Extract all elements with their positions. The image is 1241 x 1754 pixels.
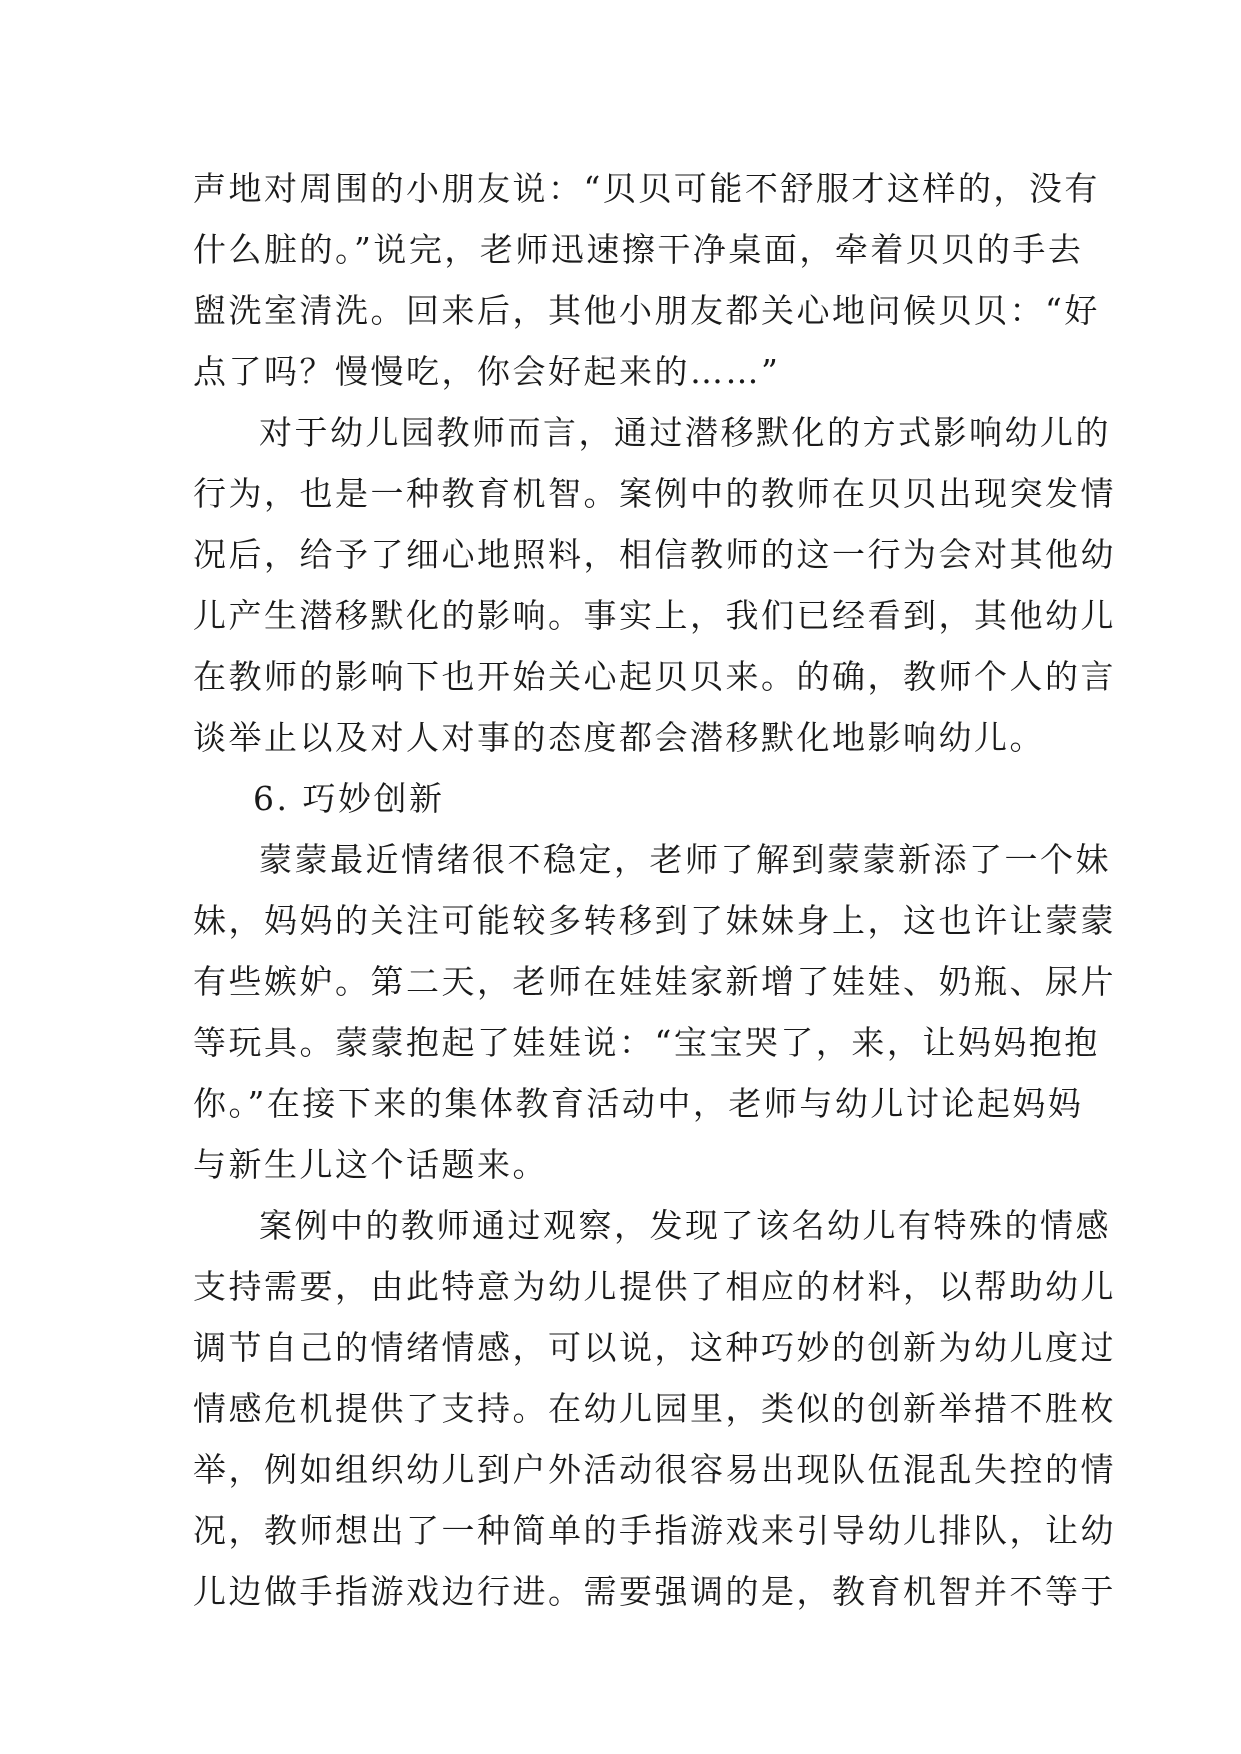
section-heading: 6. 巧妙创新 — [253, 779, 445, 818]
text-line: 举，例如组织幼儿到户外活动很容易出现队伍混乱失控的情 — [193, 1450, 1116, 1489]
text-line: 蒙蒙最近情绪很不稳定，老师了解到蒙蒙新添了一个妹 — [259, 840, 1111, 879]
text-line: 行为，也是一种教育机智。案例中的教师在贝贝出现突发情 — [193, 474, 1116, 513]
text-line: 你。”在接下来的集体教育活动中，老师与幼儿讨论起妈妈 — [193, 1084, 1084, 1123]
text-line: 谈举止以及对人对事的态度都会潜移默化地影响幼儿。 — [193, 718, 1045, 757]
text-line: 声地对周围的小朋友说：“贝贝可能不舒服才这样的，没有 — [193, 169, 1100, 208]
text-line: 情感危机提供了支持。在幼儿园里，类似的创新举措不胜枚 — [193, 1389, 1116, 1428]
text-line: 在教师的影响下也开始关心起贝贝来。的确，教师个人的言 — [193, 657, 1116, 696]
text-line: 什么脏的。”说完，老师迅速擦干净桌面，牵着贝贝的手去 — [193, 230, 1084, 269]
text-line: 况，教师想出了一种简单的手指游戏来引导幼儿排队，让幼 — [193, 1511, 1116, 1550]
text-line: 儿产生潜移默化的影响。事实上，我们已经看到，其他幼儿 — [193, 596, 1116, 635]
text-line: 况后，给予了细心地照料，相信教师的这一行为会对其他幼 — [193, 535, 1116, 574]
text-line: 与新生儿这个话题来。 — [193, 1145, 548, 1184]
text-line: 盥洗室清洗。回来后，其他小朋友都关心地问候贝贝：“好 — [193, 291, 1100, 330]
body-text — [193, 158, 1116, 1622]
text-line: 妹，妈妈的关注可能较多转移到了妹妹身上，这也许让蒙蒙 — [193, 901, 1116, 940]
text-line: 点了吗？慢慢吃，你会好起来的……” — [193, 352, 781, 391]
text-line: 儿边做手指游戏边行进。需要强调的是，教育机智并不等于 — [193, 1572, 1116, 1611]
text-line: 案例中的教师通过观察，发现了该名幼儿有特殊的情感 — [259, 1206, 1111, 1245]
text-line: 有些嫉妒。第二天，老师在娃娃家新增了娃娃、奶瓶、尿片 — [193, 962, 1116, 1001]
text-line: 支持需要，由此特意为幼儿提供了相应的材料，以帮助幼儿 — [193, 1267, 1116, 1306]
text-line: 等玩具。蒙蒙抱起了娃娃说：“宝宝哭了，来，让妈妈抱抱 — [193, 1023, 1100, 1062]
text-line: 调节自己的情绪情感，可以说，这种巧妙的创新为幼儿度过 — [193, 1328, 1116, 1367]
text-line: 对于幼儿园教师而言，通过潜移默化的方式影响幼儿的 — [259, 413, 1111, 452]
